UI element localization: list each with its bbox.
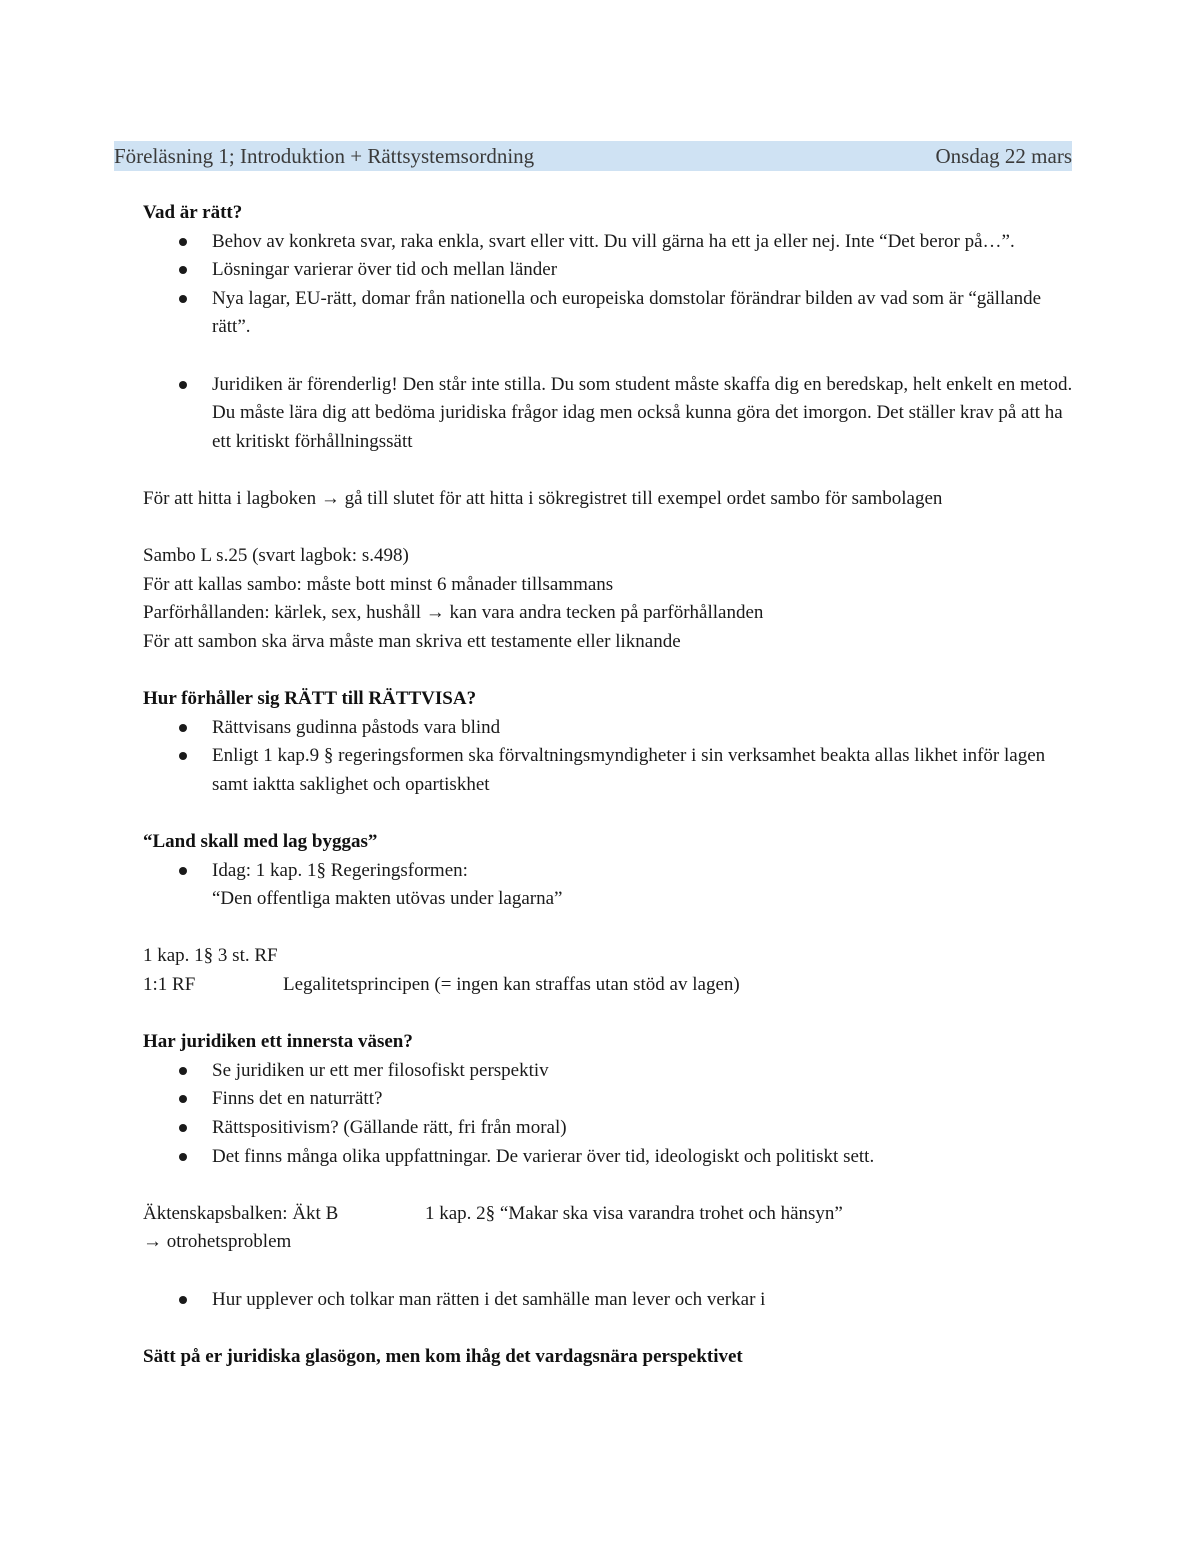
document-header <box>114 141 1072 171</box>
list-item: Idag: 1 kap. 1§ Regeringsformen: “Den offentliga makten utövas under lagarna” <box>143 857 1073 914</box>
aktenskapsbalken-line: Äktenskapsbalken: Äkt B 1 kap. 2§ “Makar ska visa varandra trohet och hänsyn” <box>143 1202 843 1224</box>
bullet-icon <box>179 867 187 875</box>
rf-legalitet-line: 1:1 RF Legalitetsprincipen (= ingen kan straffas utan stöd av lagen) <box>143 974 740 996</box>
sambo-line: Sambo L s.25 (svart lagbok: s.498) <box>143 545 409 567</box>
list-item: Rättvisans gudinna påstods vara blind <box>143 714 1073 743</box>
bullet-list-samhalle <box>143 1286 1073 1315</box>
lecture-date: Onsdag 22 mars <box>935 143 1072 168</box>
section-heading-vad-ar-ratt: Vad är rätt? <box>143 202 243 223</box>
bullet-icon <box>179 266 187 274</box>
list-item: Rättspositivism? (Gällande rätt, fri från moral) <box>143 1114 1073 1143</box>
list-item: Hur upplever och tolkar man rätten i det samhälle man lever och verkar i <box>143 1286 1073 1315</box>
rf-reference-line: 1 kap. 1§ 3 st. RF <box>143 945 278 967</box>
bullet-list-innersta-vasen <box>143 1057 1073 1171</box>
bullet-icon <box>179 295 187 303</box>
list-item: Behov av konkreta svar, raka enkla, svart eller vitt. Du vill gärna ha ett ja eller nej. Inte “Det beror på…”. <box>143 228 1073 257</box>
paragraph-lagbok: För att hitta i lagboken → gå till slutet för att hitta i sökregistret till exempel ordet sambo för sambolagen <box>143 487 943 509</box>
list-item: Juridiken är förenderlig! Den står inte stilla. Du som student måste skaffa dig en beredskap, helt enkelt en metod. Du måste lära dig att bedöma juridiska frågor idag men också kunna göra det imorgon. Det ställer krav på att ha ett kritiskt förhållningssätt <box>143 371 1073 457</box>
bullet-icon <box>179 752 187 760</box>
sambo-line: För att sambon ska ärva måste man skriva ett testamente eller liknande <box>143 630 681 652</box>
document-body <box>143 199 1073 1371</box>
bullet-list-juridiken <box>143 371 1073 457</box>
list-item: Lösningar varierar över tid och mellan länder <box>143 256 1073 285</box>
closing-statement: Sätt på er juridiska glasögon, men kom ihåg det vardagsnära perspektivet <box>143 1345 743 1367</box>
otrohet-line: → otrohetsproblem <box>143 1231 292 1253</box>
list-item: Enligt 1 kap.9 § regeringsformen ska förvaltningsmyndigheter i sin verksamhet beakta allas likhet inför lagen samt iaktta saklighet och opartiskhet <box>143 742 1073 799</box>
bullet-list-ratt-rattvisa <box>143 714 1073 800</box>
bullet-icon <box>179 381 187 389</box>
bullet-icon <box>179 724 187 732</box>
list-item: Nya lagar, EU-rätt, domar från nationella och europeiska domstolar förändrar bilden av vad som är “gällande rätt”. <box>143 285 1073 342</box>
section-heading-innersta-vasen: Har juridiken ett innersta väsen? <box>143 1031 413 1053</box>
sambo-line: För att kallas sambo: måste bott minst 6 månader tillsammans <box>143 573 614 595</box>
bullet-icon <box>179 1296 187 1304</box>
bullet-icon <box>179 1124 187 1132</box>
list-item: Se juridiken ur ett mer filosofiskt perspektiv <box>143 1057 1073 1086</box>
bullet-list-vad-ar-ratt <box>143 228 1073 342</box>
section-heading-land-skall: “Land skall med lag byggas” <box>143 831 378 853</box>
bullet-icon <box>179 1153 187 1161</box>
bullet-icon <box>179 1067 187 1075</box>
bullet-icon <box>179 1095 187 1103</box>
bullet-list-land-skall <box>143 857 1073 914</box>
list-item: Det finns många olika uppfattningar. De varierar över tid, ideologiskt och politiskt sett. <box>143 1143 1073 1172</box>
section-heading-ratt-rattvisa: Hur förhåller sig RÄTT till RÄTTVISA? <box>143 688 477 710</box>
lecture-title: Föreläsning 1; Introduktion + Rättsystemsordning <box>114 143 535 168</box>
bullet-icon <box>179 238 187 246</box>
list-item: Finns det en naturrätt? <box>143 1085 1073 1114</box>
sambo-line: Parförhållanden: kärlek, sex, hushåll → kan vara andra tecken på parförhållanden <box>143 602 764 624</box>
